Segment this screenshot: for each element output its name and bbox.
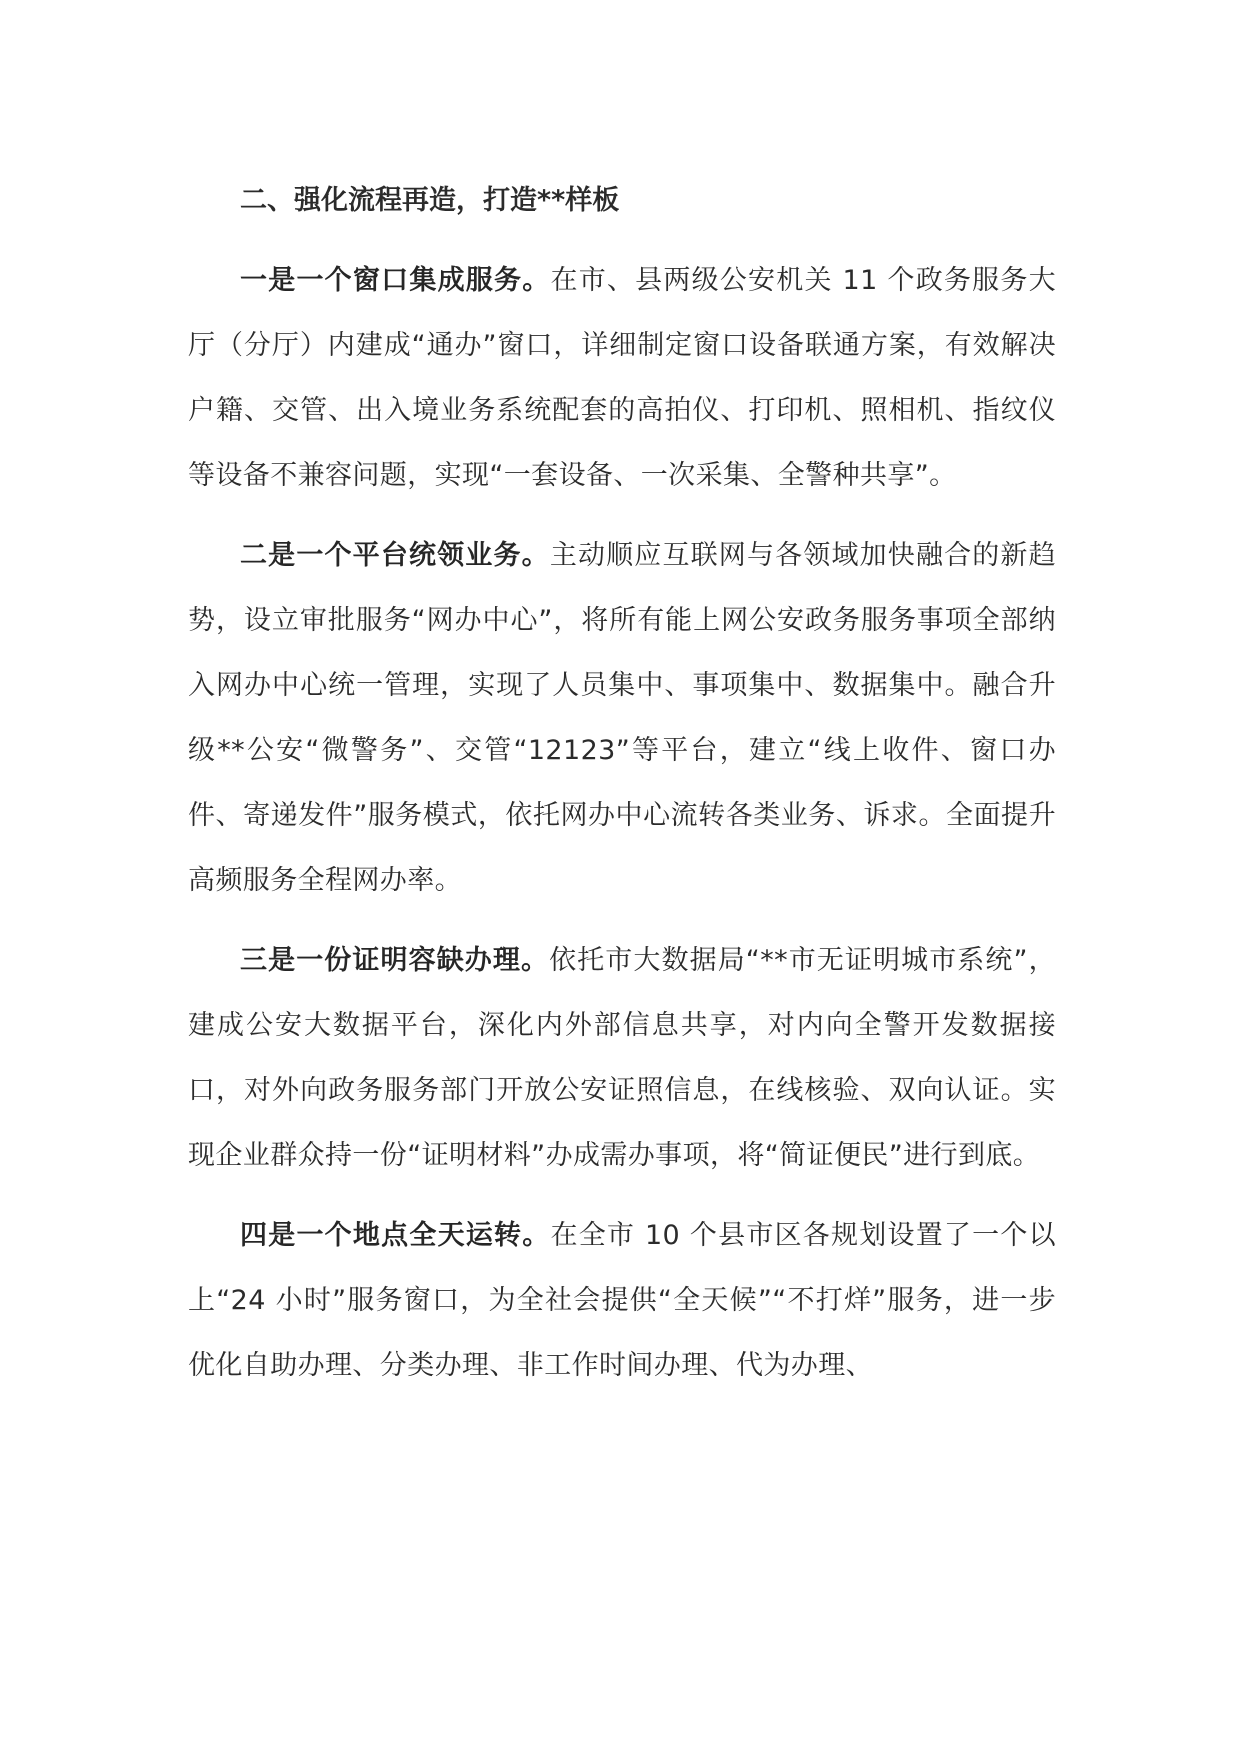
paragraph-1-body: 在市、县两级公安机关 11 个政务服务大厅（分厅）内建成“通办”窗口，详细制定窗口设备联通方案，有效解决户籍、交管、出入境业务系统配套的高拍仪、打印机、照相机、指纹仪等设备不兼容问题，实现“一套设备、一次采集、全警种共享”。 xyxy=(188,265,1056,491)
spacer xyxy=(188,233,1056,248)
paragraph-3-body: 依托市大数据局“**市无证明城市系统”，建成公安大数据平台，深化内外部信息共享，对内向全警开发数据接口，对外向政务服务部门开放公安证照信息，在线核验、双向认证。实现企业群众持一份“证明材料”办成需办事项，将“简证便民”进行到底。 xyxy=(188,945,1056,1171)
spacer xyxy=(188,1188,1056,1203)
paragraph-1 xyxy=(188,248,1056,508)
paragraph-3-lead: 三是一份证明容缺办理。 xyxy=(240,945,550,976)
paragraph-2-lead: 二是一个平台统领业务。 xyxy=(240,540,550,571)
spacer xyxy=(188,508,1056,523)
paragraph-1-lead: 一是一个窗口集成服务。 xyxy=(240,265,551,296)
document-body xyxy=(188,168,1056,1398)
section-heading: 二、强化流程再造，打造**样板 xyxy=(240,185,620,216)
spacer xyxy=(188,913,1056,928)
paragraph-4-body: 在全市 10 个县市区各规划设置了一个以上“24 小时”服务窗口，为全社会提供“全天候”“不打烊”服务，进一步优化自助办理、分类办理、非工作时间办理、代为办理、 xyxy=(188,1220,1056,1381)
paragraph-2-body: 主动顺应互联网与各领域加快融合的新趋势，设立审批服务“网办中心”，将所有能上网公安政务服务事项全部纳入网办中心统一管理，实现了人员集中、事项集中、数据集中。融合升级**公安“微警务”、交管“12123”等平台，建立“线上收件、窗口办件、寄递发件”服务模式，依托网办中心流转各类业务、诉求。全面提升高频服务全程网办率。 xyxy=(188,540,1056,896)
paragraph-4-lead: 四是一个地点全天运转。 xyxy=(240,1220,551,1251)
paragraph-3 xyxy=(188,928,1056,1188)
paragraph-2 xyxy=(188,523,1056,913)
paragraph-4 xyxy=(188,1203,1056,1398)
